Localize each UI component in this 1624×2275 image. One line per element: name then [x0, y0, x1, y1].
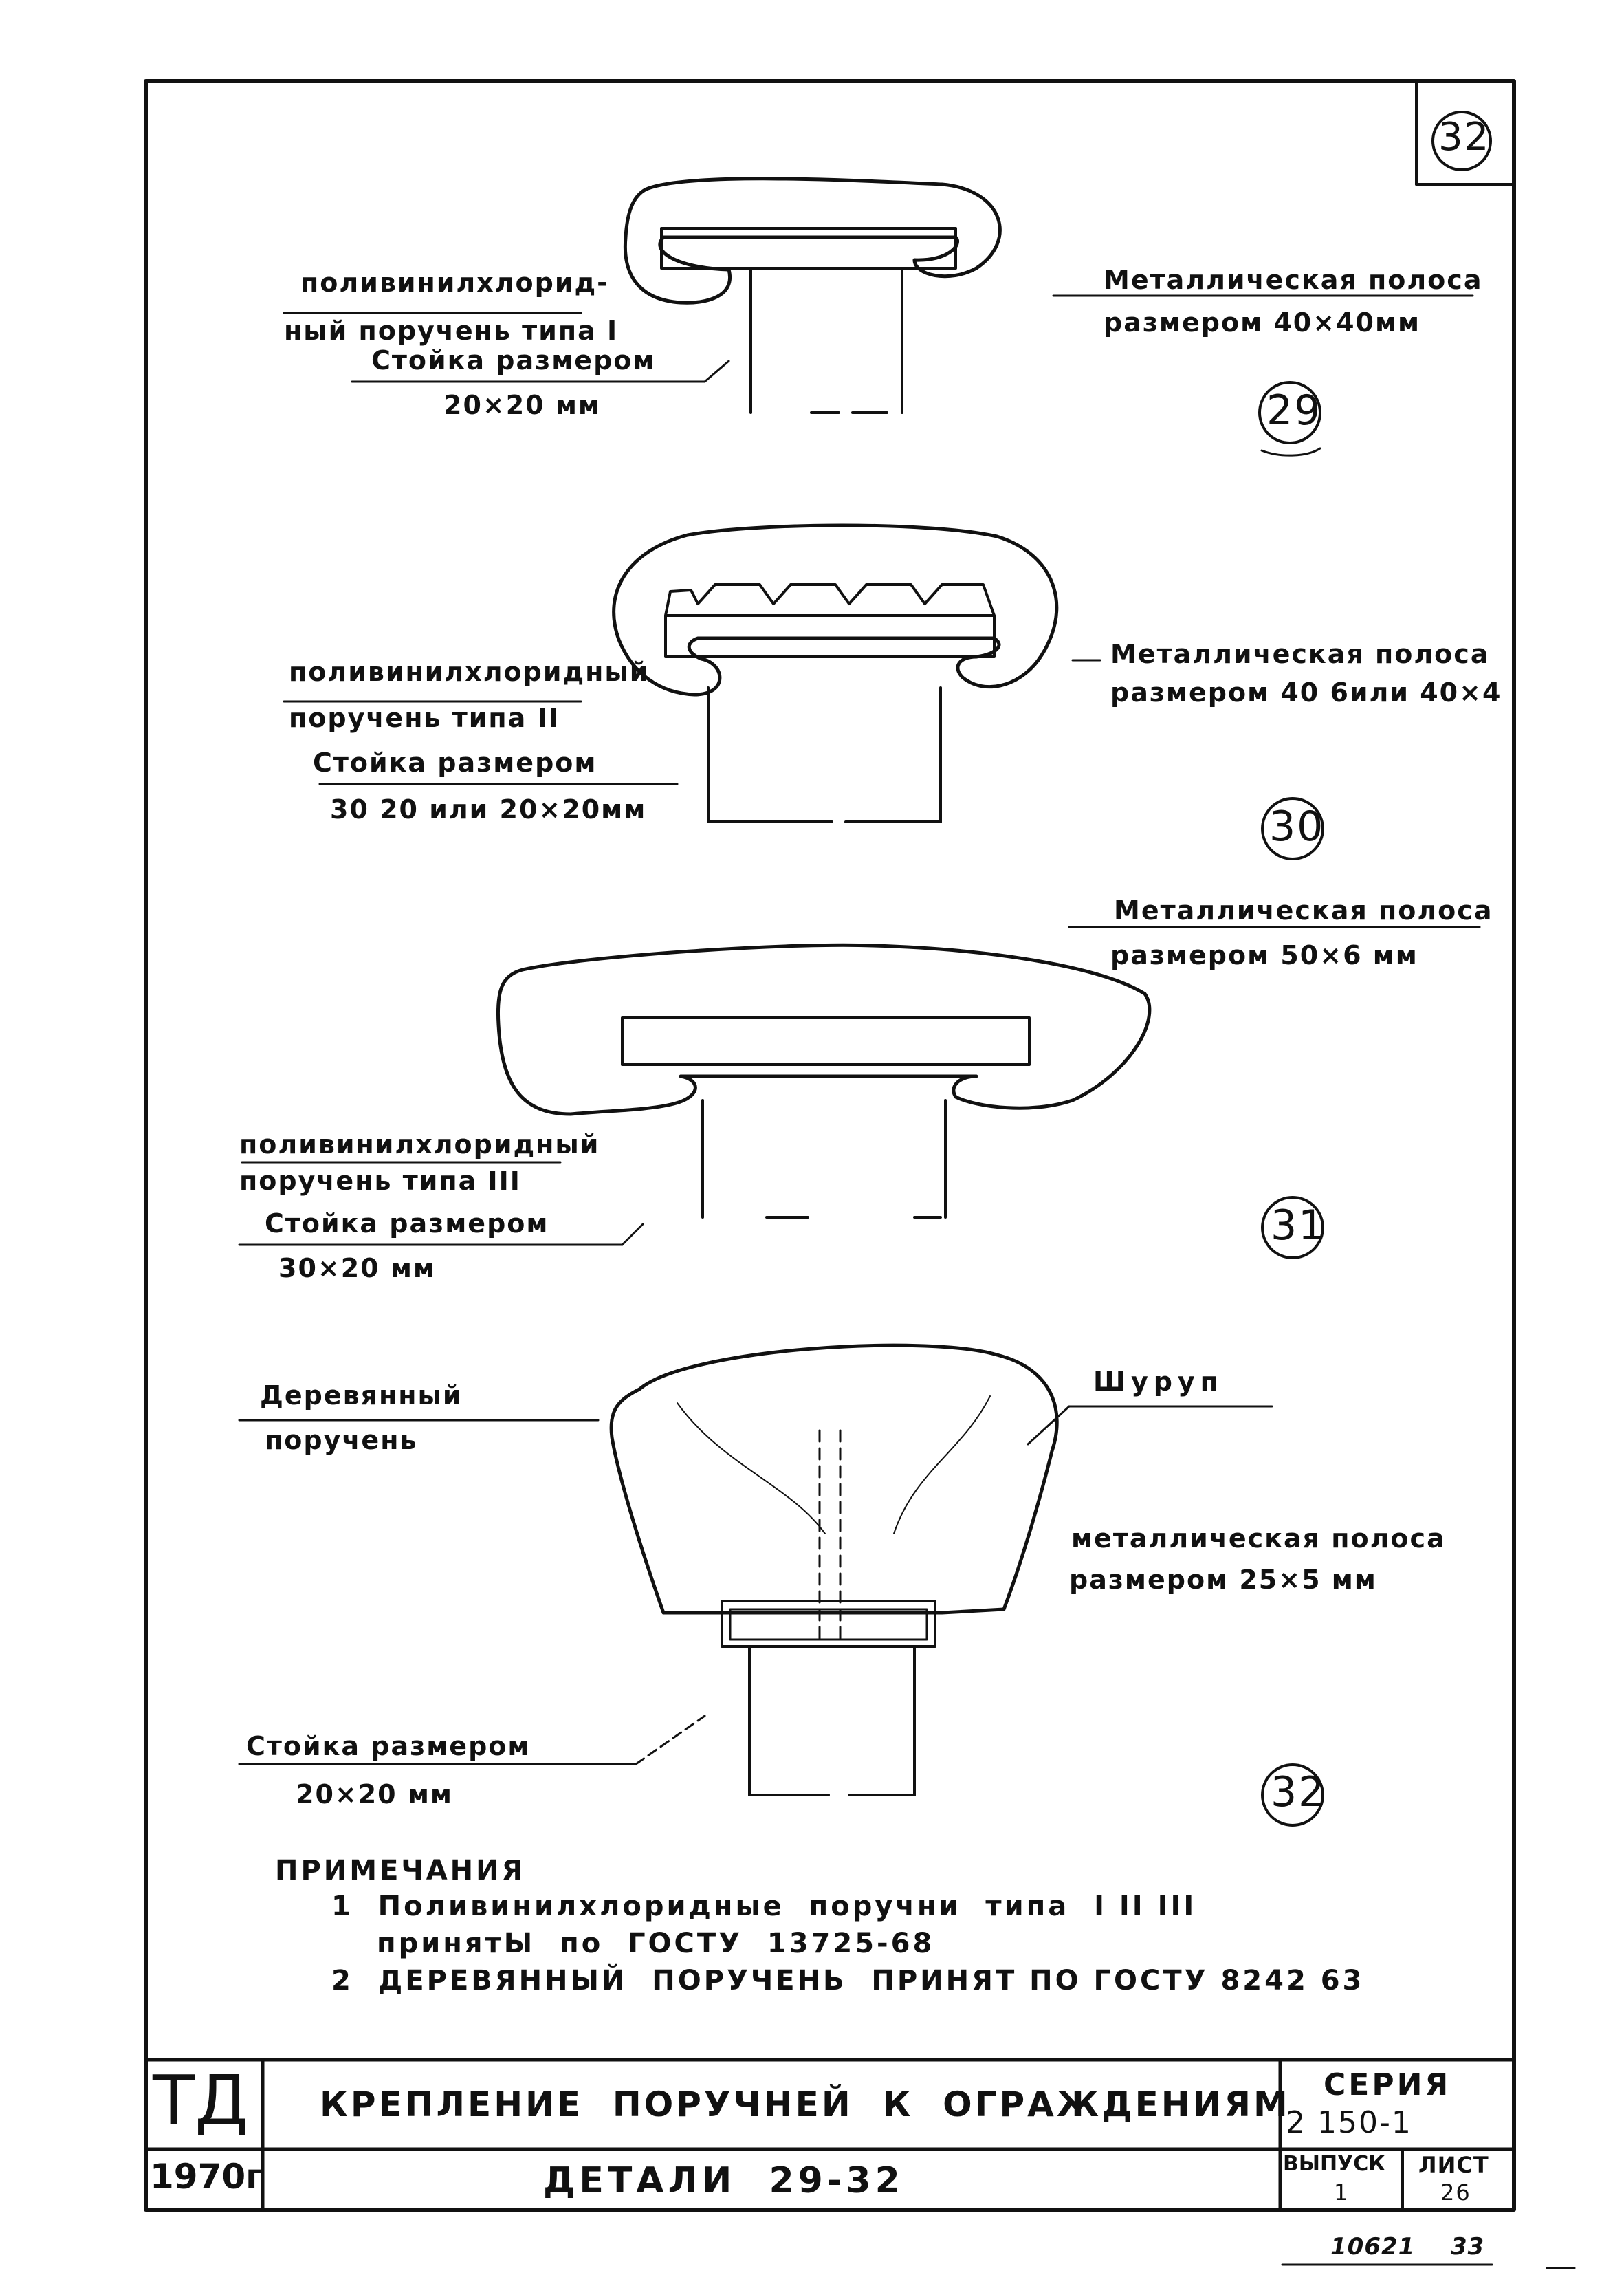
detail-32-post-label-1: Стойка размером [246, 1731, 531, 1761]
detail-31-left-label-2: поручень типа III [239, 1166, 521, 1196]
title-block-series-label: СЕРИЯ [1324, 2067, 1451, 2102]
title-block-year: 1970г [150, 2157, 264, 2197]
detail-29-post-label-2: 20×20 мм [443, 390, 601, 420]
title-block-title: КРЕПЛЕНИЕ ПОРУЧНЕЙ К ОГРАЖДЕНИЯМ [320, 2084, 1291, 2124]
detail-30-left-label-2: поручень типа II [289, 703, 560, 733]
notes-heading: ПРИМЕЧАНИЯ [275, 1855, 526, 1886]
detail-31-number: 31 [1271, 1201, 1326, 1250]
detail-31-post-label-2: 30×20 мм [278, 1253, 436, 1283]
detail-29-number: 29 [1266, 387, 1322, 435]
note-line-3: 2 ДЕРЕВЯННЫЙ ПОРУЧЕНЬ ПРИНЯТ ПО ГОСТУ 8242 63 [331, 1965, 1365, 1996]
detail-32-right-label-1: металлическая полоса [1071, 1523, 1446, 1554]
detail-29-left-label-1: поливинилхлорид- [300, 268, 609, 298]
detail-31-right-label-1: Металлическая полоса [1114, 895, 1493, 926]
note-line-2: принятЫ по ГОСТУ 13725-68 [377, 1928, 935, 1959]
detail-29-right-label-2: размером 40×40мм [1104, 307, 1421, 338]
detail-31-post-label-1: Стойка размером [265, 1208, 549, 1239]
title-block-org: ТД [153, 2060, 249, 2141]
title-block-issue-label: ВЫПУСК [1283, 2152, 1385, 2176]
detail-29-right-label-1: Металлическая полоса [1104, 265, 1483, 295]
detail-32-left-label-2: поручень [265, 1425, 418, 1455]
detail-31-left-label-1: поливинилхлоридный [239, 1129, 600, 1160]
detail-31-right-label-2: размером 50×6 мм [1110, 940, 1418, 970]
detail-32-left-label-1: Деревянный [260, 1380, 463, 1411]
detail-30-number: 30 [1269, 803, 1325, 851]
detail-30-post-label-2: 30 20 или 20×20мм [330, 794, 647, 825]
detail-32-screw-label: Шуруп [1093, 1367, 1224, 1397]
detail-30-left-label-1: поливинилхлоридный [289, 657, 650, 687]
detail-29-left-label-2: ный поручень типа I [284, 316, 619, 346]
sheet-badge-number: 32 [1438, 115, 1491, 160]
title-block-issue-value: 1 [1334, 2179, 1350, 2206]
title-block-series-value: 2 150-1 [1286, 2105, 1412, 2140]
detail-30-right-label-1: Металлическая полоса [1110, 639, 1490, 669]
detail-30-post-label-1: Стойка размером [313, 748, 597, 778]
detail-32-number: 32 [1271, 1768, 1326, 1816]
title-block-sheet-value: 26 [1440, 2179, 1471, 2206]
title-block-subtitle: ДЕТАЛИ 29-32 [543, 2160, 904, 2201]
detail-29-post-label-1: Стойка размером [371, 345, 656, 375]
footer-doc-number: 10621 [1330, 2233, 1416, 2261]
detail-30-right-label-2: размером 40 6или 40×4 [1110, 677, 1502, 708]
detail-32-post-label-2: 20×20 мм [296, 1779, 453, 1809]
detail-32-right-label-2: размером 25×5 мм [1069, 1565, 1377, 1595]
note-line-1: 1 Поливинилхлоридные поручни типа I II III [331, 1891, 1197, 1922]
title-block-sheet-label: ЛИСТ [1418, 2152, 1489, 2178]
footer-page-mark: 33 [1451, 2233, 1485, 2261]
